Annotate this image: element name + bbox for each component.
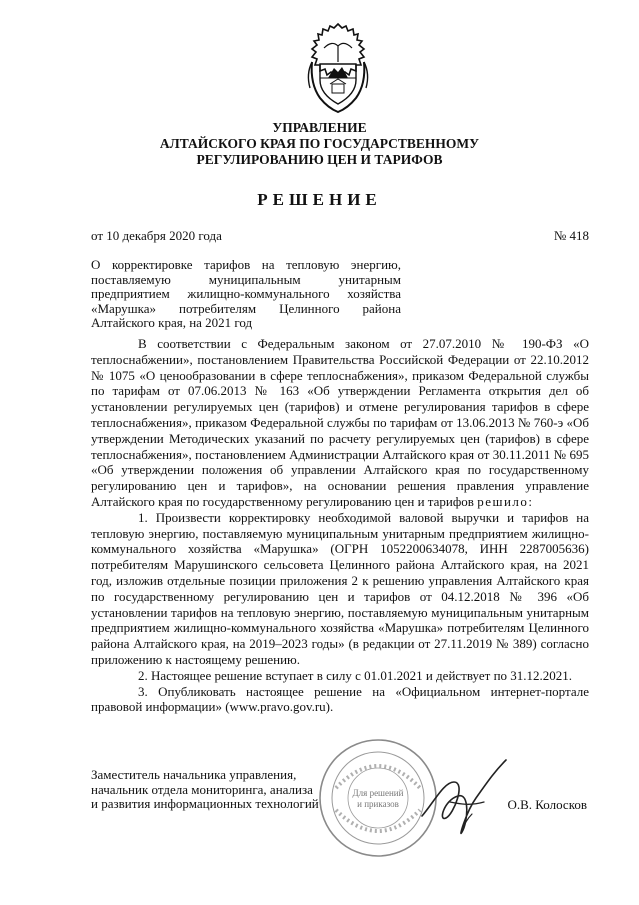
signatory-position bbox=[91, 768, 319, 812]
document-body bbox=[91, 336, 589, 715]
decided-word: решило: bbox=[477, 493, 534, 509]
signatory-position-line: начальник отдела мониторинга, анализа bbox=[91, 781, 313, 797]
document-number: № 418 bbox=[553, 228, 589, 243]
signatory-position-line: Заместитель начальника управления, bbox=[91, 767, 297, 782]
agency-line: АЛТАЙСКОГО КРАЯ ПО ГОСУДАРСТВЕННОМУ bbox=[159, 136, 480, 151]
agency-line: РЕГУЛИРОВАНИЮ ЦЕН И ТАРИФОВ bbox=[196, 152, 443, 167]
handwritten-signature bbox=[414, 752, 514, 846]
svg-text:и приказов: и приказов bbox=[357, 799, 399, 809]
preamble-paragraph bbox=[91, 336, 589, 510]
agency-line: УПРАВЛЕНИЕ bbox=[272, 120, 367, 135]
document-title: РЕШЕНИЕ bbox=[257, 190, 382, 209]
document-subject: О корректировке тарифов на тепловую энергию, поставляемую муниципальным унитарным предприятием жилищно-коммунального хозяйства «Марушка» потребителям Целинного района Алтайского края, на 2021 год bbox=[91, 257, 401, 330]
signatory-name: О.В. Колосков bbox=[507, 797, 587, 812]
decision-item: 3. Опубликовать настоящее решение на «Официальном интернет-портале правовой информации» (www.pravo.gov.ru). bbox=[91, 683, 589, 715]
decision-item: 2. Настоящее решение вступает в силу с 01.01.2021 и действует по 31.12.2021. bbox=[138, 667, 573, 683]
preamble-text: В соответствии с Федеральным законом от 27.07.2010 № 190-ФЗ «О теплоснабжении», постановлением Правительства Российской Федерации от 22.10.2012 № 1075 «О ценообразовании в сфере теплоснабжения», приказом Федеральной службы по тарифам от 07.06.2013 № 163 «Об утверждении Регламента открытия дел об установлении регулируемых цен (тарифов) и отмене регулирования тарифов в сфере теплоснабжения», приказом Федеральной службы по тарифам от 13.06.2013 № 760-э «Об утверждении Методических указаний по расчету регулируемых цен (тарифов) в сфере теплоснабжения», постановлением Администрации Алтайского края от 30.11.2011 № 695 «Об утверждении положения об управлении Алтайского края по государственному регулированию цен и тарифов», на основании решения правления управление Алтайского края по государственному регулированию цен и тарифов bbox=[91, 336, 589, 509]
decision-item: 1. Произвести корректировку необходимой валовой выручки и тарифов на тепловую энергию, поставляемую муниципальным унитарным предприятием жилищно-коммунального хозяйства «Марушка» (ОГРН 1052200634078, ИНН 2287005636) потребителям Марушинского сельсовета Целинного района Алтайского края, на 2021 год, изложив отдельные позиции приложения 2 к решению управления Алтайского края по государственному регулированию цен и тарифов от 04.12.2018 № 396 «Об установлении тарифов на тепловую энергию, поставляемую муниципальным унитарным предприятием жилищно-коммунального хозяйства «Марушка» потребителям Целинного района Алтайского края, на 2019–2023 годы» (в редакции от 27.11.2019 № 389) согласно приложению к настоящему решению. bbox=[91, 509, 589, 667]
agency-header bbox=[0, 120, 639, 168]
svg-text:Для решений: Для решений bbox=[352, 788, 404, 798]
document-date: от 10 декабря 2020 года bbox=[91, 228, 222, 243]
signatory-position-line: и развития информационных технологий bbox=[91, 796, 319, 811]
altai-krai-coat-of-arms bbox=[298, 22, 378, 116]
